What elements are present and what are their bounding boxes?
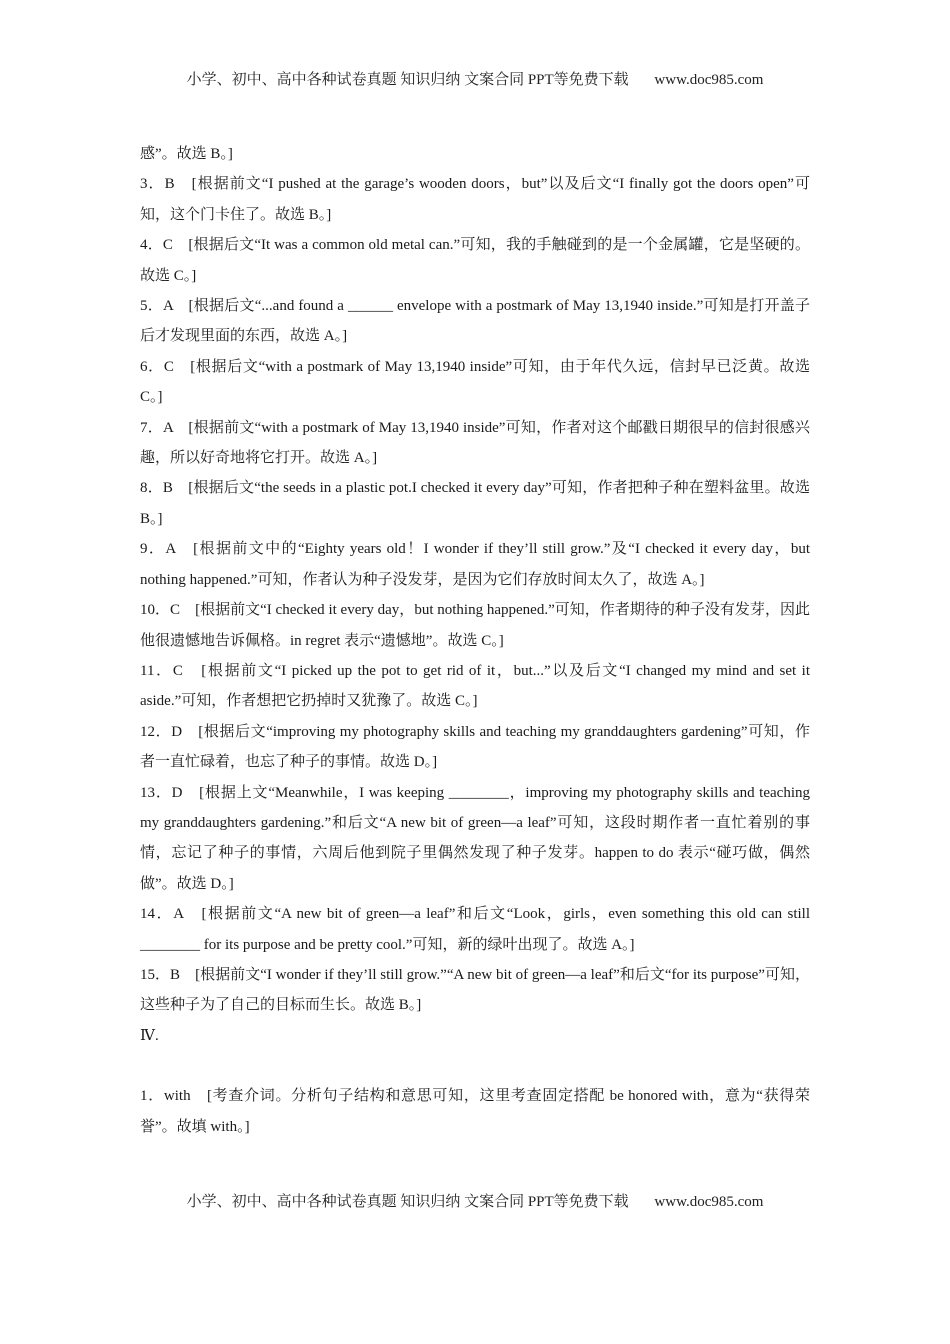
- document-body: [140, 139, 810, 1142]
- answer-item: 6．C [根据后文“with a postmark of May 13,1940 inside”可知，由于年代久远，信封早已泛黄。故选 C。]: [140, 358, 810, 406]
- answer-item: 5．A [根据后文“...and found a ______ envelope with a postmark of May 13,1940 inside.”可知是打开盖子后才发现里面的东西，故选 A。]: [140, 298, 810, 345]
- answer-item: 7．A [根据前文“with a postmark of May 13,1940 inside”可知，作者对这个邮戳日期很早的信封很感兴趣，所以好奇地将它打开。故选 A。]: [140, 419, 810, 467]
- answer-item: 14．A [根据前文“A new bit of green—a leaf”和后文“Look，girls，even something this old can still ________ for its purpose and be pretty cool.”可知，新的绿叶出现了。故选 A。]: [140, 906, 810, 953]
- answer-item: 1．with [考查介词。分析句子结构和意思可知，这里考查固定搭配 be honored with，意为“获得荣誉”。故填 with。]: [140, 1088, 810, 1135]
- page-header: [0, 68, 950, 89]
- answer-item: 12．D [根据后文“improving my photography skills and teaching my granddaughters gardening”可知，作者一直忙碌着，也忘了种子的事情。故选 D。]: [140, 723, 810, 771]
- answer-item: 4．C [根据后文“It was a common old metal can.”可知，我的手触碰到的是一个金属罐，它是坚硬的。故选 C。]: [140, 237, 810, 284]
- header-text: 小学、初中、高中各种试卷真题 知识归纳 文案合同 PPT等免费下载: [186, 72, 629, 88]
- answer-item: 感”。故选 B。]: [140, 146, 233, 162]
- answer-item: 11．C [根据前文“I picked up the pot to get rid of it，but...”以及后文“I changed my mind and set it aside.”可知，作者想把它扔掉时又犹豫了。故选 C。]: [140, 662, 810, 710]
- answer-item: 10．C [根据前文“I checked it every day，but nothing happened.”可知，作者期待的种子没有发芽，因此他很遗憾地告诉佩格。in regret 表示“遗憾地”。故选 C。]: [140, 602, 810, 649]
- section-label: Ⅳ.: [140, 1027, 159, 1044]
- page-footer: [0, 1190, 950, 1211]
- answer-item: 9．A [根据前文中的“Eighty years old！I wonder if they’ll still grow.”及“I checked it every day，but nothing happened.”可知，作者认为种子没发芽，是因为它们存放时间太久了，故选 A。]: [140, 541, 810, 588]
- footer-text: 小学、初中、高中各种试卷真题 知识归纳 文案合同 PPT等免费下载: [186, 1194, 629, 1210]
- answer-item: 8．B [根据后文“the seeds in a plastic pot.I checked it every day”可知，作者把种子种在塑料盆里。故选 B。]: [140, 480, 810, 527]
- footer-site-link[interactable]: www.doc985.com: [654, 1194, 764, 1210]
- answer-item: 15．B [根据前文“I wonder if they’ll still grow.”“A new bit of green—a leaf”和后文“for its purpose”可知，这些种子为了自己的目标而生长。故选 B。]: [140, 966, 810, 1014]
- answer-item: 13．D [根据上文“Meanwhile，I was keeping ________，improving my photography skills and teaching my granddaughters gardening.”和后文“A new bit of green—a leaf”可知，这段时期作者一直忙着别的事情，忘记了种子的事情，六周后他到院子里偶然发现了种子发芽。happen to do 表示“碰巧做，偶然做”。故选 D。]: [140, 784, 810, 892]
- answer-item: 3．B [根据前文“I pushed at the garage’s wooden doors，but”以及后文“I finally got the doors open”可知，这个门卡住了。故选 B。]: [140, 176, 810, 223]
- header-site-link[interactable]: www.doc985.com: [654, 72, 764, 88]
